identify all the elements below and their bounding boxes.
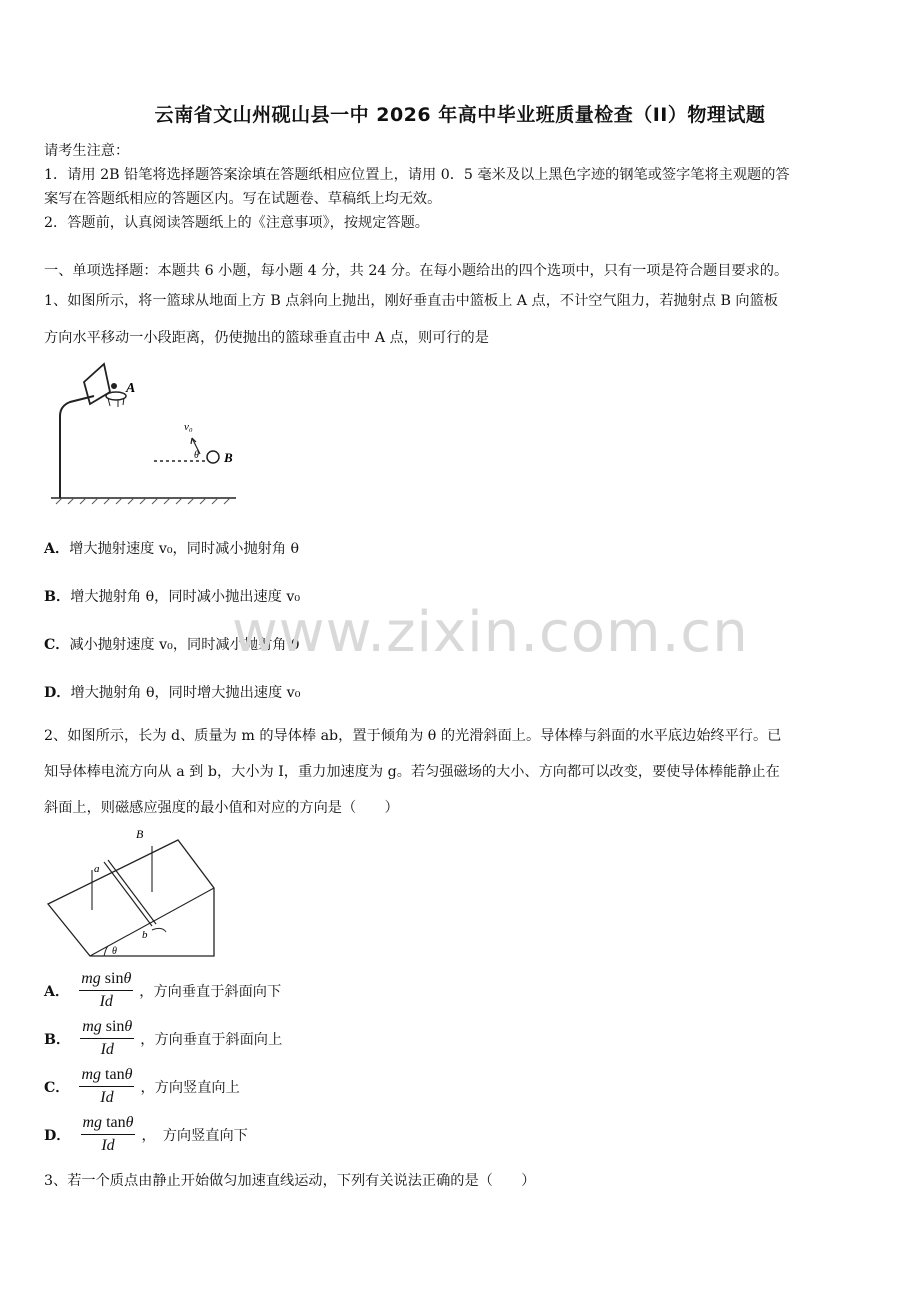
denominator: Id: [100, 1089, 114, 1106]
basketball-figure: [46, 358, 246, 508]
notice-item-2: 2．答题前，认真阅读答题纸上的《注意事项》，按规定答题。: [44, 215, 429, 231]
notice-heading: 请考生注意：: [44, 143, 130, 159]
label-theta-1: θ: [194, 450, 199, 461]
label-theta-2: θ: [112, 946, 117, 957]
label-point-B: B: [224, 450, 233, 465]
option-letter: D．: [44, 685, 71, 701]
q1-option-d[interactable]: [44, 682, 300, 702]
option-letter: A．: [44, 983, 70, 1000]
question-1-line-2: 方向水平移动一小段距离，仍使抛出的篮球垂直击中 A 点，则可行的是: [44, 330, 489, 346]
option-letter: B．: [44, 589, 71, 605]
q2-option-a[interactable]: [44, 970, 281, 1011]
label-v0: v₀: [184, 421, 193, 433]
option-text: 增大抛射速度 v₀，同时减小抛射角 θ: [69, 541, 300, 557]
question-2-line-2: 知导体棒电流方向从 a 到 b，大小为 I，重力加速度为 g。若匀强磁场的大小、方向都可以改变，要使导体棒能静止在: [44, 764, 780, 780]
option-text: ，方向垂直于斜面向下: [139, 983, 282, 1000]
numerator-function: sin: [104, 970, 124, 987]
watermark: www.zixin.com.cn: [232, 600, 749, 665]
fraction: [80, 1018, 134, 1059]
incline-figure: [46, 826, 226, 962]
numerator-mg: mg: [81, 1066, 102, 1083]
denominator: Id: [99, 993, 113, 1010]
question-2-line-1: 2、如图所示，长为 d、质量为 m 的导体棒 ab，置于倾角为 θ 的光滑斜面上。导体棒与斜面的水平底边始终平行。已: [44, 728, 782, 744]
option-letter: D．: [44, 1127, 71, 1144]
fraction: [81, 1114, 136, 1155]
label-a: a: [94, 863, 100, 875]
denominator: Id: [101, 1137, 115, 1154]
notice-item-1-line-1: 1．请用 2B 铅笔将选择题答案涂填在答题纸相应位置上，请用 0．5 毫米及以上黑色字迹的钢笔或签字笔将主观题的答: [44, 167, 790, 183]
option-text: 增大抛射角 θ，同时减小抛出速度 v₀: [70, 589, 301, 605]
option-text: ，方向竖直向上: [140, 1079, 240, 1096]
numerator-angle: θ: [125, 1114, 134, 1131]
option-letter: C．: [44, 1079, 70, 1096]
option-text: 减小抛射速度 v₀，同时减小抛射角 θ: [69, 637, 300, 653]
option-text: ， 方向竖直向下: [141, 1127, 248, 1144]
option-letter: A．: [44, 541, 70, 557]
page-title: 云南省文山州砚山县一中 2026 年高中毕业班质量检查（II）物理试题: [154, 104, 766, 126]
numerator-function: sin: [105, 1018, 125, 1035]
label-b: b: [142, 929, 148, 941]
question-3-line-1: 3、若一个质点由静止开始做匀加速直线运动，下列有关说法正确的是（ ）: [44, 1173, 536, 1189]
label-point-A: A: [126, 381, 136, 396]
option-text: ，方向垂直于斜面向上: [140, 1031, 283, 1048]
q1-option-a[interactable]: [44, 538, 299, 558]
denominator: Id: [100, 1041, 114, 1058]
option-letter: C．: [44, 637, 70, 653]
q2-option-b[interactable]: [44, 1018, 282, 1059]
option-text: 增大抛射角 θ，同时增大抛出速度 v₀: [70, 685, 301, 701]
numerator-mg: mg: [82, 1114, 103, 1131]
q2-option-d[interactable]: [44, 1114, 248, 1155]
numerator-function: tan: [105, 1066, 125, 1083]
label-B-field: B: [136, 827, 144, 841]
option-letter: B．: [44, 1031, 71, 1048]
numerator-angle: θ: [123, 970, 132, 987]
numerator-angle: θ: [124, 1066, 133, 1083]
numerator-function: tan: [106, 1114, 126, 1131]
numerator-mg: mg: [81, 970, 101, 987]
numerator-mg: mg: [82, 1018, 102, 1035]
question-2-line-3: 斜面上，则磁感应强度的最小值和对应的方向是（ ）: [44, 800, 399, 816]
section-heading: 一、单项选择题：本题共 6 小题，每小题 4 分，共 24 分。在每小题给出的四个选项中，只有一项是符合题目要求的。: [44, 263, 789, 279]
fraction: [79, 970, 133, 1011]
fraction: [79, 1066, 134, 1107]
notice-item-1-line-2: 案写在答题纸相应的答题区内。写在试题卷、草稿纸上均无效。: [44, 191, 442, 207]
q2-option-c[interactable]: [44, 1066, 240, 1107]
question-1-line-1: 1、如图所示，将一篮球从地面上方 B 点斜向上抛出，刚好垂直击中篮板上 A 点，不计空气阻力，若抛射点 B 向篮板: [44, 293, 778, 309]
numerator-angle: θ: [124, 1018, 133, 1035]
